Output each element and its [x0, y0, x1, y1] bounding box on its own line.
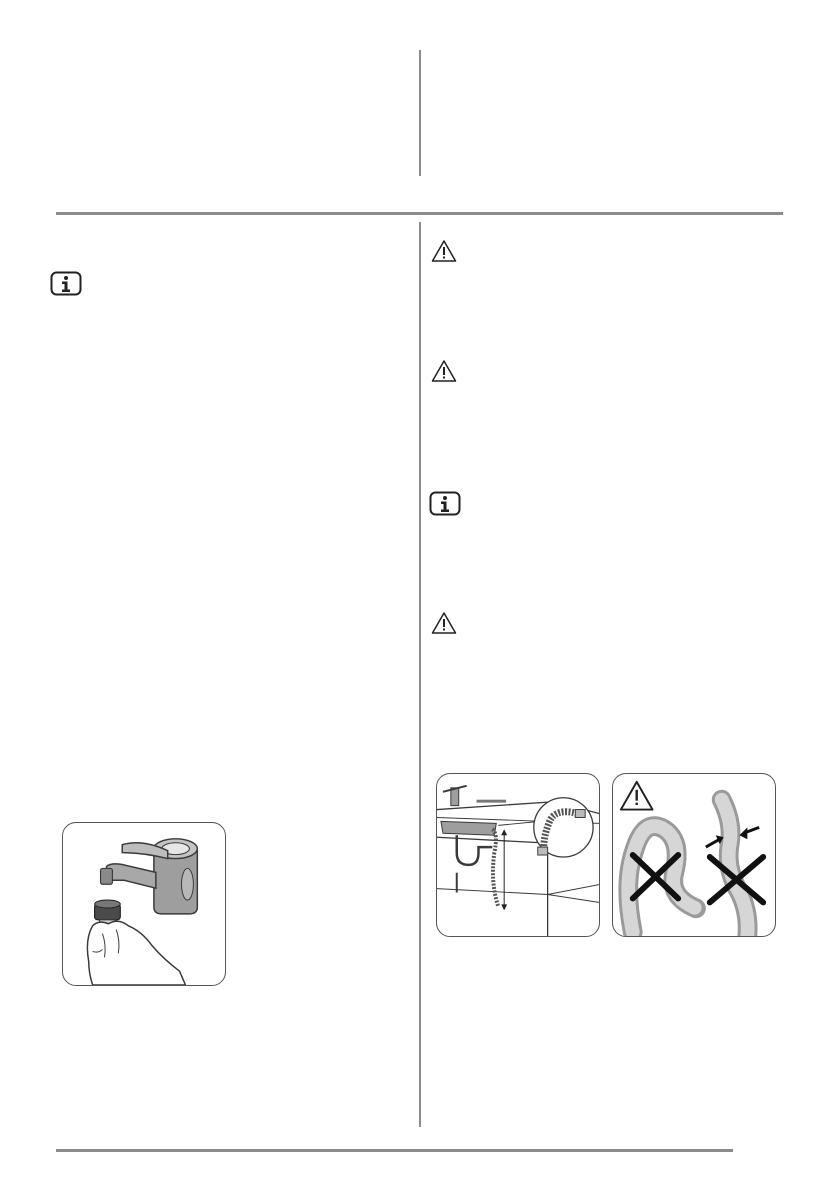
footer-rule	[56, 1149, 733, 1152]
warning-icon	[431, 611, 457, 635]
tap-hose-connection-illustration	[62, 822, 226, 986]
info-icon	[429, 491, 461, 516]
section-separator-rule	[56, 212, 783, 215]
info-icon	[50, 271, 82, 296]
top-column-divider	[419, 50, 421, 176]
main-column-divider	[419, 222, 421, 1127]
warning-icon	[431, 239, 457, 263]
warning-icon	[431, 359, 457, 383]
hose-kink-warning-illustration	[612, 773, 776, 937]
drain-hose-sink-illustration	[436, 773, 600, 937]
